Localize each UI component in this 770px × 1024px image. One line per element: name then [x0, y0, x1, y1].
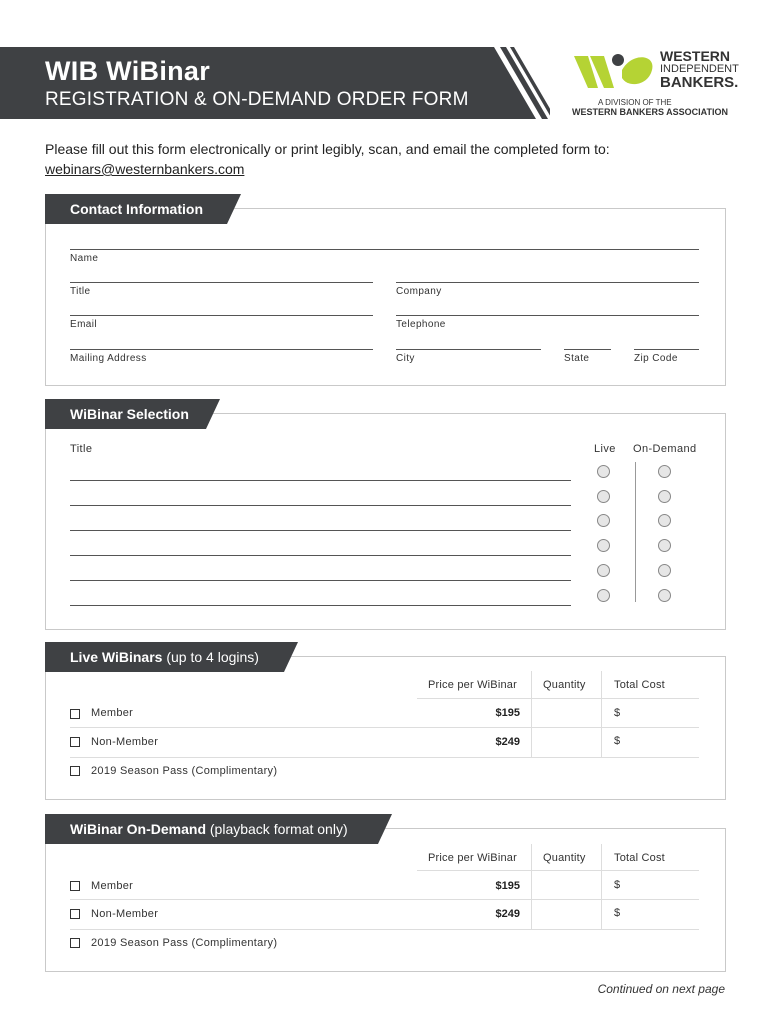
zip-label: Zip Code: [634, 353, 678, 364]
live-label: Live: [594, 443, 616, 455]
nonmember-price: $249: [495, 908, 520, 920]
address-field[interactable]: [70, 349, 373, 350]
member-label: Member: [91, 707, 134, 719]
ondemand-radio[interactable]: [658, 539, 671, 552]
season-pass-label: 2019 Season Pass (Complimentary): [91, 765, 278, 777]
member-price: $195: [495, 707, 520, 719]
ondemand-radio[interactable]: [658, 490, 671, 503]
intro-text: [45, 139, 725, 179]
logo-line-2: INDEPENDENT: [660, 63, 739, 75]
member-label: Member: [91, 880, 134, 892]
logo-line-1: WESTERN: [660, 48, 730, 64]
contact-section: [45, 208, 726, 386]
season-pass-checkbox[interactable]: [70, 938, 80, 948]
selection-title-field[interactable]: [70, 555, 571, 556]
wib-logo-mark-icon: [572, 48, 658, 93]
zip-field[interactable]: [634, 349, 699, 350]
season-pass-label: 2019 Season Pass (Complimentary): [91, 937, 278, 949]
intro-instructions: Please fill out this form electronically or print legibly, scan, and email the completed form to:: [45, 141, 610, 157]
email-label: Email: [70, 319, 98, 330]
telephone-field[interactable]: [396, 315, 699, 316]
member-price: $195: [495, 880, 520, 892]
nonmember-label: Non-Member: [91, 736, 159, 748]
header-stripes: [480, 47, 550, 119]
live-col-divider: [531, 671, 532, 757]
ondemand-col-quantity: Quantity: [543, 852, 586, 864]
ondemand-row-line: [70, 899, 699, 900]
nonmember-total[interactable]: $: [614, 907, 621, 919]
selection-title-field[interactable]: [70, 580, 571, 581]
live-radio[interactable]: [597, 490, 610, 503]
state-field[interactable]: [564, 349, 611, 350]
live-row-line: [70, 757, 699, 758]
ondemand-radio[interactable]: [658, 589, 671, 602]
city-label: City: [396, 353, 415, 364]
nonmember-label: Non-Member: [91, 908, 159, 920]
selection-title-field[interactable]: [70, 505, 571, 506]
logo-line-3: BANKERS.: [660, 74, 739, 91]
nonmember-total[interactable]: $: [614, 735, 621, 747]
member-total[interactable]: $: [614, 707, 621, 719]
logo-division-1: A DIVISION OF THE: [598, 98, 672, 107]
ondemand-col-divider: [601, 844, 602, 930]
season-pass-checkbox[interactable]: [70, 766, 80, 776]
email-field[interactable]: [70, 315, 373, 316]
email-link[interactable]: webinars@westernbankers.com: [45, 161, 245, 177]
ondemand-radio[interactable]: [658, 514, 671, 527]
company-label: Company: [396, 286, 442, 297]
ondemand-row-line: [70, 929, 699, 930]
logo-division-2: WESTERN BANKERS ASSOCIATION: [572, 107, 729, 117]
member-total[interactable]: $: [614, 879, 621, 891]
live-col-divider: [601, 671, 602, 757]
live-heading-label: Live WiBinars: [70, 649, 163, 665]
member-checkbox[interactable]: [70, 709, 80, 719]
live-radio[interactable]: [597, 539, 610, 552]
ondemand-col-total: Total Cost: [614, 852, 665, 864]
ondemand-heading-label: WiBinar On-Demand: [70, 821, 206, 837]
selection-heading: [45, 399, 206, 429]
selection-title-field[interactable]: [70, 480, 571, 481]
live-col-total: Total Cost: [614, 679, 665, 691]
selection-title-label: Title: [70, 443, 93, 455]
live-section: [45, 656, 726, 800]
continued-note: Continued on next page: [597, 982, 725, 996]
nonmember-price: $249: [495, 736, 520, 748]
form-title: WIB WiBinar: [45, 56, 211, 86]
live-header-line: [417, 698, 699, 699]
ondemand-col-divider: [531, 844, 532, 930]
selection-heading-label: WiBinar Selection: [70, 406, 189, 422]
selection-section: [45, 413, 726, 630]
telephone-label: Telephone: [396, 319, 446, 330]
selection-title-field[interactable]: [70, 605, 571, 606]
ondemand-col-price: Price per WiBinar: [428, 852, 517, 864]
live-radio[interactable]: [597, 514, 610, 527]
title-label: Title: [70, 286, 91, 297]
live-radio[interactable]: [597, 564, 610, 577]
nonmember-checkbox[interactable]: [70, 909, 80, 919]
live-heading: [45, 642, 284, 672]
selection-title-field[interactable]: [70, 530, 571, 531]
contact-heading: [45, 194, 227, 224]
state-label: State: [564, 353, 590, 364]
nonmember-checkbox[interactable]: [70, 737, 80, 747]
live-radio[interactable]: [597, 465, 610, 478]
ondemand-header-line: [417, 870, 699, 871]
ondemand-radio[interactable]: [658, 564, 671, 577]
contact-heading-label: Contact Information: [70, 201, 203, 217]
company-field[interactable]: [396, 282, 699, 283]
ondemand-label: On-Demand: [633, 443, 697, 455]
form-subtitle: REGISTRATION & ON-DEMAND ORDER FORM: [45, 89, 469, 110]
ondemand-section: [45, 828, 726, 972]
live-col-quantity: Quantity: [543, 679, 586, 691]
selection-divider: [635, 462, 636, 602]
ondemand-radio[interactable]: [658, 465, 671, 478]
member-checkbox[interactable]: [70, 881, 80, 891]
city-field[interactable]: [396, 349, 541, 350]
ondemand-heading: [45, 814, 378, 844]
live-col-price: Price per WiBinar: [428, 679, 517, 691]
name-label: Name: [70, 253, 99, 264]
live-heading-note: (up to 4 logins): [166, 649, 259, 665]
name-field[interactable]: [70, 249, 699, 250]
wib-logo: [572, 48, 739, 118]
title-field[interactable]: [70, 282, 373, 283]
address-label: Mailing Address: [70, 353, 147, 364]
live-radio[interactable]: [597, 589, 610, 602]
ondemand-heading-note: (playback format only): [209, 821, 348, 837]
live-row-line: [70, 727, 699, 728]
